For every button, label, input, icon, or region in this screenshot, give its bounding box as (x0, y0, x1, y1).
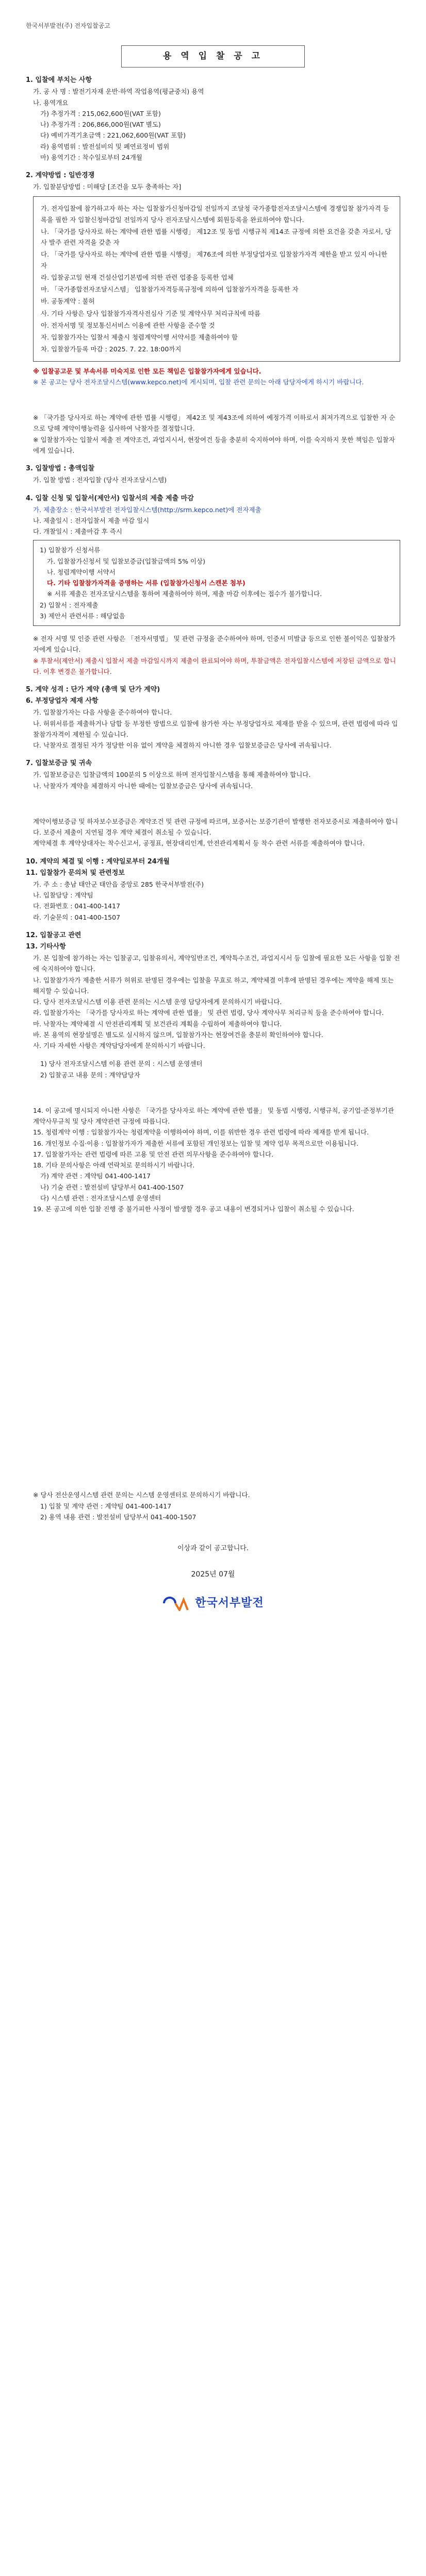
section-5 (26, 684, 400, 751)
s12-line: 다. 당사 전자조달시스템 이용 관련 문의는 시스템 운영 담당자에게 문의하시기 바랍니다. (33, 998, 282, 1006)
s12-line: 바. 본 용역의 현장설명은 별도로 실시하지 않으며, 입찰참가자는 현장여건을 충분히 확인하여야 합니다. (33, 1030, 323, 1039)
section-1-heading: 1. 입찰에 부치는 사항 (26, 76, 92, 84)
section-3 (26, 463, 400, 485)
section-11-heading: 11. 입찰참가 문의처 및 관련정보 (26, 869, 125, 877)
para-c-line: 계약체결 후 계약상대자는 착수신고서, 공정표, 현장대리인계, 안전관리계획서 등 착수 관련 서류를 제출하여야 합니다. (33, 839, 365, 848)
section-6-heading: 6. 부정당업자 제재 사항 (26, 697, 99, 705)
section-4-heading: 4. 입찰 신청 및 입찰서(제안서) 입찰서의 제출 제출 마감 (26, 494, 194, 502)
s14-line: 18. 기타 문의사항은 아래 연락처로 문의하시기 바랍니다. (33, 1161, 195, 1170)
eligibility-box (33, 196, 400, 361)
closing-line: 2) 용역 내용 관련 : 발전설비 담당부서 041-400-1507 (40, 1513, 196, 1521)
spacer (26, 791, 400, 809)
eligibility-item: 아. 전자서명 및 정보통신서비스 이용에 관한 사항을 준수할 것 (41, 321, 215, 329)
submission-item: 3) 제안서 관련서류 : 해당없음 (40, 612, 125, 620)
announcement-date: 2025년 07월 (191, 1570, 235, 1579)
closing-statement: 이상과 같이 공고합니다. (177, 1545, 249, 1553)
section-2 (26, 170, 400, 192)
para-d-line: 2) 입찰공고 내용 문의 : 계약담당자 (40, 1071, 140, 1079)
company-logo (26, 1594, 400, 1613)
s14-line: 가) 계약 관련 : 계약팀 041-400-1417 (40, 1172, 151, 1180)
eligibility-item: 라. 입찰공고일 현재 건설산업기본법에 의한 관련 업종을 등록한 업체 (41, 273, 234, 281)
section-10 (26, 856, 400, 923)
para-d-line: 1) 당사 전자조달시스템 이용 관련 문의 : 시스템 운영센터 (40, 1060, 203, 1068)
note-blue: ※ 본 공고는 당사 전자조달시스템(www.kepco.net)에 게시되며, 입찰 관련 문의는 아래 담당자에게 하시기 바랍니다. (33, 378, 364, 386)
s14-line: 다) 시스템 관련 : 전자조달시스템 운영센터 (40, 1194, 161, 1202)
s14-line: 19. 본 공고에 의한 입찰 진행 중 불가피한 사정이 발생할 경우 공고 내용이 변경되거나 입찰이 취소될 수 있습니다. (33, 1205, 354, 1213)
para-b-line: ※ 투찰서(제안서) 제출시 입찰서 제출 마감일시까지 제출이 완료되어야 하며, 투찰금액은 전자입찰시스템에 저장된 금액으로 합니다. 이후 변경은 불가합니다. (33, 656, 396, 675)
s5-line: 가. 입찰참가자는 다음 사항을 준수하여야 합니다. (33, 708, 172, 717)
section-3-line: 가. 입찰 방법 : 전자입찰 (당사 전자조달시스템) (33, 476, 167, 484)
s12-line: 가. 본 입찰에 참가하는 자는 입찰공고, 입찰유의서, 계약일반조건, 계약특수조건, 과업지시서 등 입찰에 필요한 모든 사항을 입찰 전에 숙지하여야 합니다. (33, 954, 400, 973)
eligibility-item: 차. 입찰참가등록 마감 : 2025. 7. 22. 18:00까지 (41, 345, 182, 353)
spacer (26, 387, 400, 405)
s1-line: 라) 용역범위 : 발전설비의 및 폐연료정비 범위 (40, 142, 170, 150)
s14-line: 16. 개인정보 수집·이용 : 입찰참가자가 제출한 서류에 포함된 개인정보는 입찰 및 계약 업무 목적으로만 이용됩니다. (33, 1139, 359, 1147)
para-c-line: 계약이행보증금 및 하자보수보증금은 계약조건 및 관련 규정에 따르며, 보증서는 보증기관이 발행한 전자보증서로 제출하여야 합니다. 보증서 제출이 지연될 경우 계약 체결이 취소될 수 있습니다. (33, 817, 398, 837)
closing-notes (26, 1489, 400, 1522)
s5-line: 나. 허위서류를 제출하거나 담합 등 부정한 방법으로 입찰에 참가한 자는 부정당업자로 제재를 받을 수 있으며, 관련 법령에 따라 입찰참가자격이 제한될 수 있습니다. (33, 719, 398, 738)
eligibility-item: 자. 입찰참가자는 입찰서 제출시 청렴계약이행 서약서를 제출하여야 함 (41, 333, 238, 342)
s12-line: 나. 입찰참가자가 제출한 서류가 허위로 판명된 경우에는 입찰을 무효로 하고, 계약체결 이후에 판명된 경우에는 계약을 해제 또는 해지할 수 있습니다. (33, 976, 394, 995)
s4-line: 가. 제출장소 : 한국서부발전 전자입찰시스템(http://srm.kepco.net)에 전자제출 (33, 505, 261, 514)
s1-line: 나. 용역개요 (33, 98, 69, 107)
section-2-sub: 가. 입찰분담방법 : 미해당 [조건을 모두 충족하는 자] (33, 183, 182, 191)
section-3-heading: 3. 입찰방법 : 총액입찰 (26, 465, 95, 473)
section-2-heading: 2. 계약방법 : 일반경쟁 (26, 172, 95, 180)
s14-line: 나) 기술 관련 : 발전설비 담당부서 041-400-1507 (40, 1183, 184, 1191)
title-wrap (26, 45, 400, 67)
section-13-heading: 13. 기타사항 (26, 942, 66, 951)
section-10-heading: 10. 계약의 체결 및 이행 : 계약일로부터 24개월 (26, 857, 170, 866)
section-12 (26, 930, 400, 1051)
submission-item: 다. 기타 입찰참가자격을 증명하는 서류 (입찰참가신청서 스캔본 첨부) (47, 579, 245, 587)
company-logo-text: 한국서부발전 (195, 1596, 264, 1609)
s1-line: 마) 용역기간 : 착수일로부터 24개월 (40, 153, 142, 161)
s5-line: 다. 낙찰자로 결정된 자가 정당한 이유 없이 계약을 체결하지 아니한 경우 입찰보증금은 당사에 귀속됩니다. (33, 741, 332, 750)
submission-item: ※ 서류 제출은 전자조달시스템을 통하여 제출하여야 하며, 제출 마감 이후에는 접수가 불가합니다. (47, 590, 322, 598)
para-b-line: ※ 전자 서명 및 인증 관련 사항은 「전자서명법」 및 관련 규정을 준수하여야 하며, 인증서 미발급 등으로 인한 불이익은 입찰참가자에게 있습니다. (33, 635, 396, 654)
s10-line: 가. 주 소 : 충남 태안군 태안읍 중앙로 285 한국서부발전(주) (33, 880, 204, 888)
s1-line: 가) 추정가격 : 215,062,600원(VAT 포함) (40, 109, 161, 117)
eligibility-item: 사. 기타 사항은 당사 입찰참가자격사전심사 기준 및 계약사무 처리규칙에 따름 (41, 309, 261, 317)
spacer (26, 1080, 400, 1098)
eligibility-item: 다. 「국가를 당사자로 하는 계약에 관한 법률 시행령」 제76조에 의한 부정당업자로 입찰참가자격 제한을 받고 있지 아니한 자 (41, 250, 388, 269)
section-14 (26, 1105, 400, 1215)
closing-line: ※ 당사 전산운영시스템 관련 문의는 시스템 운영센터로 문의하시기 바랍니다. (33, 1491, 250, 1499)
header-org: 한국서부발전(주) 전자입찰공고 (26, 22, 110, 29)
note-red: ※ 입찰공고문 및 부속서류 미숙지로 인한 모든 책임은 입찰참가자에게 있습니다. (33, 367, 261, 375)
submission-item: 나. 청렴계약이행 서약서 (47, 568, 116, 576)
para-a-line: ※ 「국가를 당사자로 하는 계약에 관한 법률 시행령」 제42조 및 제43조에 의하여 예정가격 이하로서 최저가격으로 입찰한 자 순으로 당해 계약이행능력을 심사하여 낙찰자를 결정합니다. (33, 414, 396, 433)
s1-line: 나) 추정가격 : 206,866,000원(VAT 별도) (40, 121, 161, 129)
section-4 (26, 493, 400, 537)
s1-line: 다) 예비가격기초금액 : 221,062,600원(VAT 포함) (40, 131, 186, 140)
eligibility-item: 가. 전자입찰에 참가하고자 하는 자는 입찰참가신청마감일 전일까지 조달청 국가종합전자조달시스템에 경쟁입찰 참가자격 등록을 필한 자 입찰신청마감일 전일까지 당사 전자조달시스템에 회원등록을 완료하여야 합니다. (41, 205, 389, 224)
s4-line: 나. 제출일시 : 전자입찰서 제출 마감 일시 (33, 516, 150, 524)
submission-box (33, 540, 400, 626)
submission-item: 2) 입찰서 : 전자제출 (40, 601, 99, 609)
submission-item: 가. 입찰참가신청서 및 입찰보증금(입찰금액의 5% 이상) (47, 557, 205, 565)
s12-line: 라. 입찰참가자는 「국가를 당사자로 하는 계약에 관한 법률」 및 관련 법령, 당사 계약사무 처리규칙 등을 준수하여야 합니다. (33, 1009, 384, 1017)
section-12-heading: 12. 입찰공고 관련 (26, 931, 81, 939)
document-title: 용 역 입 찰 공 고 (121, 45, 305, 67)
eligibility-item: 나. 「국가를 당사자로 하는 계약에 관한 법률 시행령」 제12조 및 동법 시행규칙 제14조 규정에 의한 요건을 갖춘 자로서, 당사 발주 관련 자격을 갖춘 자 (41, 227, 391, 247)
s7-line: 가. 입찰보증금은 입찰금액의 100분의 5 이상으로 하며 전자입찰시스템을 통해 제출하여야 합니다. (33, 771, 311, 779)
company-logo-icon (162, 1596, 190, 1611)
s10-line: 다. 전화번호 : 041-400-1417 (33, 902, 121, 910)
paragraph-c (26, 816, 400, 849)
s14-line: 14. 이 공고에 명시되지 아니한 사항은 「국가를 당사자로 하는 계약에 관한 법률」 및 동법 시행령, 시행규칙, 공기업·준정부기관 계약사무규칙 및 당사 계약관련 규정에 따릅니다. (33, 1106, 394, 1126)
s7-line: 나. 낙찰자가 계약을 체결하지 아니한 때에는 입찰보증금은 당사에 귀속됩니다. (33, 782, 253, 790)
paragraph-b (26, 633, 400, 677)
closing-line: 1) 입찰 및 계약 관련 : 계약팀 041-400-1417 (40, 1502, 172, 1510)
section-7 (26, 758, 400, 791)
s10-line: 라. 기술문의 : 041-400-1507 (33, 913, 121, 921)
paragraph-a (26, 412, 400, 456)
section-1 (26, 75, 400, 163)
s14-line: 17. 입찰참가자는 관련 법령에 따른 고용 및 안전 관련 의무사항을 준수하여야 합니다. (33, 1150, 274, 1158)
s4-line: 다. 개찰일시 : 제출마감 후 즉시 (33, 528, 122, 536)
submission-item: 1) 입찰참가 신청서류 (40, 546, 101, 554)
s12-line: 사. 기타 자세한 사항은 계약담당자에게 문의하시기 바랍니다. (33, 1042, 205, 1050)
paragraph-d (26, 1058, 400, 1080)
section-7-heading: 7. 입찰보증금 및 귀속 (26, 759, 92, 768)
s1-line: 가. 공 사 명 : 발전기자재 운반·하역 작업용역(평균중치) 용역 (33, 88, 204, 96)
eligibility-item: 바. 공동계약 : 불허 (41, 297, 95, 306)
eligibility-item: 마. 「국가종합전자조달시스템」 입찰참가자격등록규정에 의하여 입찰참가자격을 등록한 자 (41, 285, 299, 294)
s14-line: 15. 청렴계약 이행 : 입찰참가자는 청렴계약을 이행하여야 하며, 이를 위반한 경우 관련 법령에 따라 제재를 받게 됩니다. (33, 1128, 369, 1137)
blank-space (26, 1214, 400, 1482)
para-a-line: ※ 입찰참가자는 입찰서 제출 전 계약조건, 과업지시서, 현장여건 등을 충분히 숙지하여야 하며, 이를 숙지하지 못한 책임은 입찰자에게 있습니다. (33, 435, 395, 454)
s12-line: 마. 낙찰자는 계약체결 시 안전관리계획 및 보건관리 계획을 수립하여 제출하여야 합니다. (33, 1020, 282, 1028)
section-5-heading: 5. 계약 성격 : 단가 계약 (총액 및 단가 계약) (26, 686, 160, 694)
s10-line: 나. 입찰담당 : 계약팀 (33, 891, 93, 900)
